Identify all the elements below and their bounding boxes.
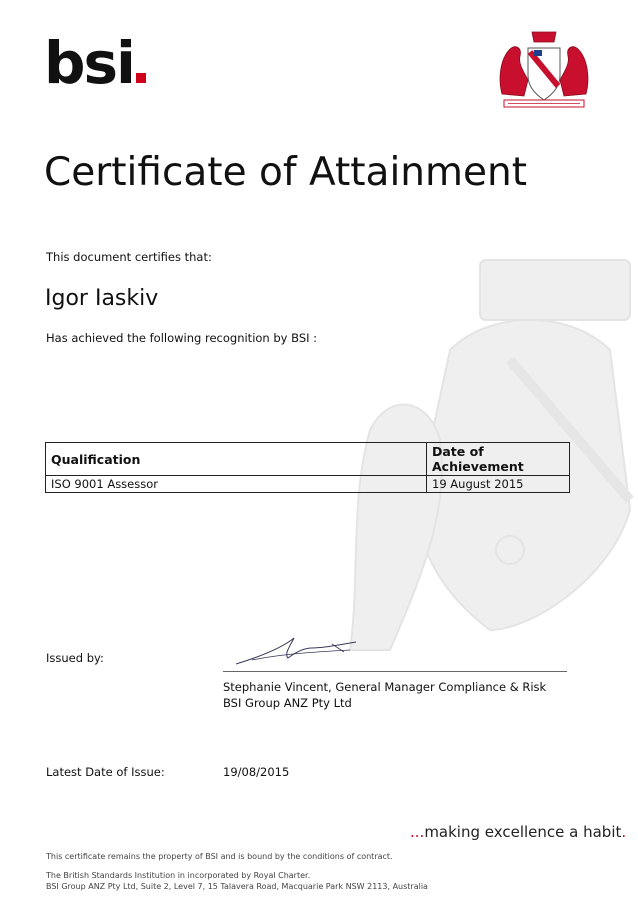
royal-crest-icon xyxy=(494,24,594,110)
signature-line xyxy=(223,671,567,672)
bsi-logo-text: bsi xyxy=(44,29,134,97)
table-header-row xyxy=(46,443,570,476)
date-cell: 19 August 2015 xyxy=(427,476,570,493)
bsi-logo-dot xyxy=(136,73,146,83)
footer-royal-charter: The British Standards Institution in incorporated by Royal Charter. xyxy=(46,871,311,880)
table-row xyxy=(46,476,570,493)
latest-date-label: Latest Date of Issue: xyxy=(46,765,165,779)
qualification-cell: ISO 9001 Assessor xyxy=(46,476,427,493)
tagline xyxy=(410,823,626,841)
certificate-title: Certificate of Attainment xyxy=(44,150,527,195)
signer-name-title: Stephanie Vincent, General Manager Compliance & Risk xyxy=(223,680,547,694)
tagline-prefix: ... xyxy=(410,823,425,841)
bsi-logo xyxy=(44,29,146,97)
issued-by-label: Issued by: xyxy=(46,651,104,665)
signature-image xyxy=(232,630,362,670)
signer-organization: BSI Group ANZ Pty Ltd xyxy=(223,695,352,710)
header-date-of-achievement: Date of Achievement xyxy=(427,443,570,476)
header-qualification: Qualification xyxy=(46,443,427,476)
latest-date-value: 19/08/2015 xyxy=(223,765,290,779)
qualification-table xyxy=(45,442,570,493)
recipient-name: Igor Iaskiv xyxy=(45,286,159,311)
certifies-text: This document certifies that: xyxy=(46,250,212,264)
achieved-text: Has achieved the following recognition by BSI : xyxy=(46,331,318,345)
tagline-suffix: . xyxy=(621,823,627,841)
signer-block xyxy=(223,680,546,711)
footer-address: BSI Group ANZ Pty Ltd, Suite 2, Level 7, 15 Talavera Road, Macquarie Park NSW 2113, Australia xyxy=(46,882,428,891)
footer-property-note: This certificate remains the property of BSI and is bound by the conditions of contract. xyxy=(46,852,393,861)
tagline-text: making excellence a habit xyxy=(424,823,622,841)
